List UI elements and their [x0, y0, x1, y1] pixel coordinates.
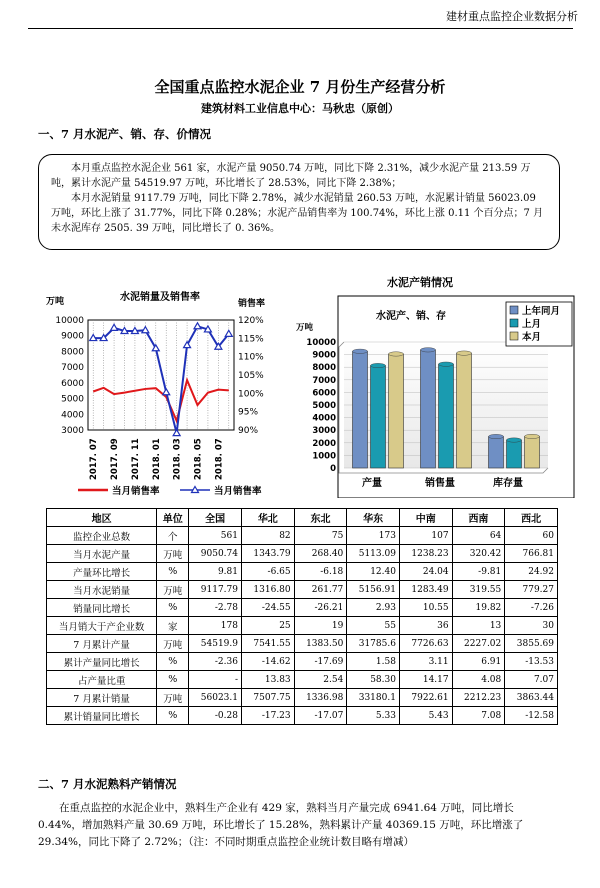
chart2-ytick-label: 5000: [312, 401, 336, 411]
table-value-cell: 31785.6: [347, 635, 400, 653]
table-header-cell: 华北: [241, 509, 294, 527]
chart2-ytick-label: 7000: [312, 375, 336, 386]
clinker-paragraph: 在重点监控的水泥企业中，熟料生产企业有 429 家，熟料当月产量完成 6941.64 万吨，同比增长 0.44%，增加熟料产量 30.69 万吨，环比增长了 15.28%，熟料累计产量 40369.15 万吨，环比增涨了 29.34%，同比下降了 2.72%；（注：不同时期重点监控企业统计数目略有增减）: [38, 802, 524, 848]
table-value-cell: 1.58: [347, 653, 400, 671]
table-value-cell: 5.43: [399, 707, 452, 725]
table-value-cell: 178: [189, 617, 242, 635]
chart1-ytick-right-label: 115%: [238, 334, 264, 345]
chart2-legend-swatch: [510, 319, 518, 327]
chart1-ytick-right-label: 95%: [238, 407, 259, 418]
chart1-ytick-right-label: 110%: [238, 352, 264, 363]
chart2-bar-top: [421, 348, 436, 352]
table-value-cell: 4.08: [452, 671, 505, 689]
chart2-bar: [489, 437, 504, 468]
chart1-xtick-label: 2018. 07: [214, 438, 225, 480]
table-row-label: 7 月累计产量: [47, 635, 157, 653]
chart2-bar: [507, 440, 522, 468]
table-value-cell: 19.82: [452, 599, 505, 617]
header-rule: [28, 28, 573, 29]
chart1-ytick-label: 7000: [61, 363, 84, 374]
table-value-cell: 6.91: [452, 653, 505, 671]
summary-paragraph-2: 本月水泥销量 9117.79 万吨，同比下降 2.78%，减少水泥销量 260.53 万吨，水泥累计销量 56023.09 万吨，环比上涨了 31.77%，同比下降 0.28%；水泥产品销售率为 100.74%，环比上涨 0.11 个百分点；7 月未水泥库存 2505. 39 万吨，同比增长了 0. 36%。: [51, 193, 544, 234]
table-value-cell: 33180.1: [347, 689, 400, 707]
table-value-cell: -0.28: [189, 707, 242, 725]
table-value-cell: -7.26: [505, 599, 558, 617]
table-row: [47, 563, 558, 581]
page-subtitle: 建筑材料工业信息中心：马秋忠（原创）: [201, 102, 399, 115]
table-value-cell: 766.81: [505, 545, 558, 563]
table-header-cell: 东北: [294, 509, 347, 527]
chart1-ytick-label: 3000: [61, 426, 84, 436]
chart1-legend-label-0: 当月销售率: [112, 486, 160, 497]
table-value-cell: 5113.09: [347, 545, 400, 563]
table-value-cell: -2.78: [189, 599, 242, 617]
table-value-cell: 1316.80: [241, 581, 294, 599]
table-row-label: 当月水泥产量: [47, 545, 157, 563]
chart2-category-label: 库存量: [493, 478, 523, 489]
table-value-cell: 54519.9: [189, 635, 242, 653]
table-value-cell: 7922.61: [399, 689, 452, 707]
table-header-row: [47, 509, 558, 527]
table-value-cell: -24.55: [241, 599, 294, 617]
table-value-cell: 24.92: [505, 563, 558, 581]
table-unit-cell: %: [157, 599, 189, 617]
sales-line-chart: [30, 284, 292, 502]
table-unit-cell: 万吨: [157, 689, 189, 707]
table-value-cell: 1238.23: [399, 545, 452, 563]
table-row: [47, 581, 558, 599]
chart1-xtick-label: 2017. 07: [89, 438, 100, 480]
table-row-label: 当月水泥销量: [47, 581, 157, 599]
chart2-ylabel: 万吨: [296, 323, 314, 333]
chart2-ytick-label: 2000: [312, 438, 336, 449]
chart2-bar: [457, 353, 472, 468]
table-header-cell: 西北: [505, 509, 558, 527]
table-value-cell: 1383.50: [294, 635, 347, 653]
table-value-cell: -12.58: [505, 707, 558, 725]
table-unit-cell: 万吨: [157, 635, 189, 653]
table-unit-cell: %: [157, 563, 189, 581]
table-row: [47, 635, 558, 653]
table-value-cell: 261.77: [294, 581, 347, 599]
region-data-table: [46, 508, 558, 725]
chart1-ytick-label: 10000: [55, 316, 84, 326]
table-value-cell: 561: [189, 527, 242, 545]
chart2-ytick-label: 4000: [312, 413, 336, 424]
chart2-bar: [353, 351, 368, 468]
chart2-bar: [525, 436, 540, 468]
table-row: [47, 689, 558, 707]
table-row: [47, 653, 558, 671]
table-row-label: 占产量比重: [47, 671, 157, 689]
table-row-label: 7 月累计销量: [47, 689, 157, 707]
chart2-bar-top: [489, 434, 504, 438]
table-value-cell: 13: [452, 617, 505, 635]
table-value-cell: 9117.79: [189, 581, 242, 599]
table-row: [47, 707, 558, 725]
chart2-ytick-label: 1000: [312, 451, 336, 462]
table-value-cell: -6.18: [294, 563, 347, 581]
chart1-ytick-right-label: 105%: [238, 371, 264, 381]
chart1-xtick-label: 2018. 03: [172, 438, 183, 480]
chart1-xtick-label: 2017. 11: [130, 438, 141, 480]
section-1-heading: 一、7 月水泥产、销、存、价情况: [38, 127, 212, 141]
chart1-ytick-label: 4000: [61, 410, 84, 421]
table-value-cell: 36: [399, 617, 452, 635]
chart2-bar-top: [439, 362, 454, 366]
running-header: 建材重点监控企业数据分析: [446, 10, 578, 23]
table-value-cell: 3863.44: [505, 689, 558, 707]
chart2-ytick-label: 0: [330, 464, 336, 474]
chart2-bar-top: [525, 434, 540, 438]
table-value-cell: 7.08: [452, 707, 505, 725]
chart2-bar-top: [457, 351, 472, 355]
table-row-label: 累计产量同比增长: [47, 653, 157, 671]
chart1-legend-label-1: 当月销售率: [214, 486, 262, 497]
summary-box: [38, 154, 560, 250]
chart1-ytick-label: 8000: [61, 347, 84, 358]
chart2-legend-label: 本月: [522, 332, 542, 343]
chart2-bar: [371, 366, 386, 468]
table-row-label: 销量同比增长: [47, 599, 157, 617]
chart1-ylabel-right: 销售率: [238, 299, 266, 309]
chart2-ytick-label: 6000: [312, 388, 336, 399]
table-header-cell: 中南: [399, 509, 452, 527]
table-value-cell: 30: [505, 617, 558, 635]
table-header-cell: 华东: [347, 509, 400, 527]
chart2-bar-top: [371, 363, 386, 367]
table-row: [47, 527, 558, 545]
table-unit-cell: %: [157, 707, 189, 725]
chart2-bar-top: [389, 352, 404, 356]
table-header-cell: 西南: [452, 509, 505, 527]
table-value-cell: 268.40: [294, 545, 347, 563]
table-value-cell: 5156.91: [347, 581, 400, 599]
chart2-ytick-label: 8000: [312, 363, 336, 374]
chart1-ytick-label: 9000: [61, 331, 84, 342]
table-value-cell: -6.65: [241, 563, 294, 581]
table-unit-cell: %: [157, 653, 189, 671]
chart1-xtick-label: 2018. 01: [151, 438, 162, 480]
table-value-cell: -17.23: [241, 707, 294, 725]
table-value-cell: 779.27: [505, 581, 558, 599]
table-value-cell: -17.69: [294, 653, 347, 671]
chart2-heading: 水泥产销情况: [387, 276, 453, 289]
table-unit-cell: 万吨: [157, 581, 189, 599]
table-value-cell: 56023.1: [189, 689, 242, 707]
chart2-bar: [389, 354, 404, 468]
table-header-cell: 地区: [47, 509, 157, 527]
table-value-cell: 60: [505, 527, 558, 545]
table-value-cell: 10.55: [399, 599, 452, 617]
table-value-cell: 7726.63: [399, 635, 452, 653]
table-row-label: 产量环比增长: [47, 563, 157, 581]
table-row-label: 当月销大于产企业数: [47, 617, 157, 635]
page-title: 全国重点监控水泥企业 7 月份生产经营分析: [154, 78, 446, 96]
table-value-cell: -26.21: [294, 599, 347, 617]
table-value-cell: 13.83: [241, 671, 294, 689]
table-header-cell: 全国: [189, 509, 242, 527]
table-value-cell: 319.55: [452, 581, 505, 599]
table-value-cell: 107: [399, 527, 452, 545]
table-value-cell: 64: [452, 527, 505, 545]
table-row-label: 累计销量同比增长: [47, 707, 157, 725]
table-value-cell: 2212.23: [452, 689, 505, 707]
chart1-xtick-label: 2017. 09: [110, 438, 121, 480]
table-value-cell: 19: [294, 617, 347, 635]
chart2-bar: [421, 350, 436, 468]
table-row: [47, 545, 558, 563]
chart2-bar-top: [353, 349, 368, 353]
table-value-cell: 3.11: [399, 653, 452, 671]
chart2-category-label: 销售量: [425, 478, 455, 489]
chart2-ytick-label: 3000: [312, 426, 336, 437]
table-value-cell: 1343.79: [241, 545, 294, 563]
table-value-cell: 7541.55: [241, 635, 294, 653]
table-row: [47, 599, 558, 617]
table-unit-cell: 万吨: [157, 545, 189, 563]
table-value-cell: 2227.02: [452, 635, 505, 653]
table-value-cell: 9.81: [189, 563, 242, 581]
table-value-cell: 2.54: [294, 671, 347, 689]
table-value-cell: -9.81: [452, 563, 505, 581]
chart1-ytick-right-label: 120%: [238, 316, 264, 326]
table-value-cell: -: [189, 671, 242, 689]
chart2-ytick-label: 10000: [306, 338, 336, 348]
chart2-ytick-label: 9000: [312, 350, 336, 361]
table-value-cell: 58.30: [347, 671, 400, 689]
chart1-ytick-label: 6000: [61, 378, 84, 389]
chart2-bar-top: [507, 438, 522, 442]
chart1-title: 水泥销量及销售率: [120, 292, 200, 303]
table-unit-cell: %: [157, 671, 189, 689]
table-value-cell: 25: [241, 617, 294, 635]
chart2-category-label: 产量: [362, 478, 382, 489]
table-value-cell: -14.62: [241, 653, 294, 671]
table-value-cell: 12.40: [347, 563, 400, 581]
production-bar-chart: [296, 272, 578, 498]
table-value-cell: 173: [347, 527, 400, 545]
table-value-cell: 7.07: [505, 671, 558, 689]
section-2-heading: 二、7 月水泥熟料产销情况: [38, 777, 177, 791]
table-row-label: 监控企业总数: [47, 527, 157, 545]
chart1-ytick-label: 5000: [61, 394, 84, 405]
chart1-ylabel: 万吨: [46, 297, 65, 307]
table-value-cell: -17.07: [294, 707, 347, 725]
table-value-cell: 14.17: [399, 671, 452, 689]
chart1-ytick-right-label: 90%: [238, 426, 259, 436]
chart2-title: 水泥产、销、存: [376, 311, 446, 322]
chart2-legend-swatch: [510, 332, 518, 340]
table-value-cell: 55: [347, 617, 400, 635]
table-value-cell: 9050.74: [189, 545, 242, 563]
chart1-ytick-right-label: 100%: [238, 389, 264, 400]
table-value-cell: 3855.69: [505, 635, 558, 653]
table-row: [47, 617, 558, 635]
chart2-bar: [439, 364, 454, 468]
table-value-cell: 82: [241, 527, 294, 545]
table-value-cell: 1336.98: [294, 689, 347, 707]
table-value-cell: 320.42: [452, 545, 505, 563]
table-value-cell: 24.04: [399, 563, 452, 581]
chart1-xtick-label: 2018. 05: [193, 438, 204, 480]
table-value-cell: 1283.49: [399, 581, 452, 599]
chart1-point-marker: [173, 430, 180, 436]
table-row: [47, 671, 558, 689]
chart2-legend-swatch: [510, 306, 518, 314]
table-value-cell: 2.93: [347, 599, 400, 617]
table-value-cell: 7507.75: [241, 689, 294, 707]
table-value-cell: -2.36: [189, 653, 242, 671]
summary-paragraph-1: 本月重点监控水泥企业 561 家，水泥产量 9050.74 万吨，同比下降 2.31%，减少水泥产量 213.59 万吨，累计水泥产量 54519.97 万吨，环比增长了 28.53%，同比下降 2.38%；: [51, 163, 531, 189]
table-unit-cell: 个: [157, 527, 189, 545]
table-value-cell: -13.53: [505, 653, 558, 671]
chart2-legend-label: 上月: [522, 319, 542, 330]
chart2-legend-label: 上年同月: [522, 306, 561, 317]
table-value-cell: 75: [294, 527, 347, 545]
table-unit-cell: 家: [157, 617, 189, 635]
table-header-cell: 单位: [157, 509, 189, 527]
table-value-cell: 5.33: [347, 707, 400, 725]
